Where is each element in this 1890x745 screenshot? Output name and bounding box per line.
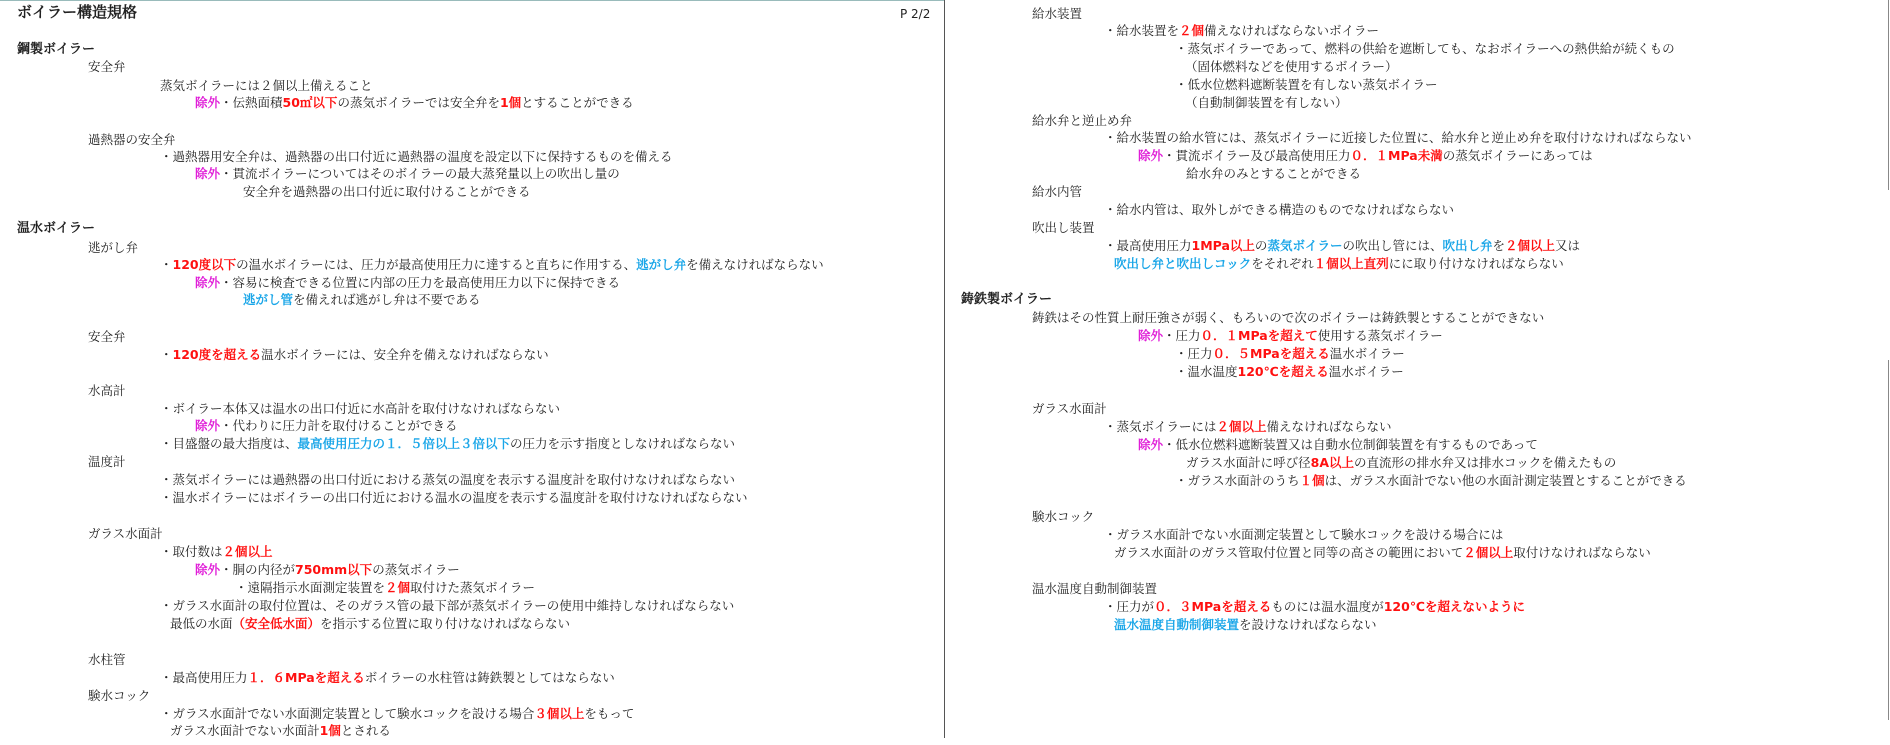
- text-line: [1104, 419, 1392, 435]
- subhead-safety-valve: 安全弁: [88, 59, 126, 74]
- highlight-red: ２個以上: [222, 544, 273, 559]
- text-line: [1114, 256, 1564, 272]
- text-span: ・貫流ボイラー及び最高使用圧力: [1163, 148, 1351, 163]
- text-span: とすることができる: [521, 95, 634, 110]
- text-line: ・蒸気ボイラーであって、燃料の供給を遮断しても、なおボイラーへの熱供給が続くもの: [1175, 41, 1675, 56]
- text-line: 鋳鉄はその性質上耐圧強さが弱く、もろいので次のボイラーは鋳鉄製とすることができない: [1032, 310, 1545, 325]
- text-span: の蒸気ボイラーにあっては: [1442, 148, 1593, 163]
- subhead-gauge-glass: ガラス水面計: [88, 526, 163, 541]
- text-span: ・取付数は: [160, 544, 223, 559]
- exception-label: 除外: [195, 95, 221, 110]
- exception-line: [195, 418, 458, 434]
- exception-line: [195, 95, 634, 111]
- highlight-red: ２個: [1179, 23, 1205, 38]
- text-span: ・遠隔指示水面測定装置を: [235, 580, 386, 595]
- highlight-red: ２個以上: [1463, 545, 1514, 560]
- text-span: ・貫流ボイラーについてはそのボイラーの最大蒸発量以上の吹出し量の: [220, 166, 620, 181]
- text-span: ・: [160, 347, 173, 362]
- text-line: [160, 544, 273, 560]
- text-span: 温水ボイラー: [1328, 364, 1404, 379]
- text-span: ガラス水面計に呼び径: [1186, 455, 1311, 470]
- text-line: [1104, 238, 1580, 254]
- text-span: ガラス水面計のガラス管取付位置と同等の高さの範囲において: [1114, 545, 1464, 560]
- subhead-gauge-glass: ガラス水面計: [1032, 401, 1107, 416]
- exception-line: [1138, 437, 1538, 453]
- exception-line: [1138, 148, 1593, 164]
- text-line: ・低水位燃料遮断装置を有しない蒸気ボイラー: [1175, 77, 1438, 92]
- text-line: [160, 347, 549, 363]
- highlight-red: 120度以下: [172, 257, 237, 272]
- highlight-red: 1個: [319, 723, 341, 738]
- subhead-safety-valve: 安全弁: [88, 329, 126, 344]
- highlight-red: ２個以上: [1505, 238, 1556, 253]
- text-span: の温水ボイラーには、圧力が最高使用圧力に達すると直ちに作用する、: [236, 257, 637, 272]
- text-span: ・ガラス水面計のうち: [1175, 473, 1300, 488]
- highlight-blue: 逃がし管: [243, 292, 294, 307]
- text-span: 取付けた蒸気ボイラー: [410, 580, 536, 595]
- highlight-red: 120℃を超えないように: [1383, 599, 1525, 614]
- text-span: の圧力を示す指度としなければならない: [510, 436, 736, 451]
- text-span: ・低水位燃料遮断装置又は自動水位制御装置を有するものであって: [1163, 437, 1538, 452]
- text-span: の吹出し管には、: [1342, 238, 1443, 253]
- text-span: ボイラーの水柱管は鋳鉄製としてはならない: [364, 670, 615, 685]
- text-span: 温水ボイラー: [1329, 346, 1405, 361]
- text-span: を: [1492, 238, 1505, 253]
- right-edge-line-lower: [1888, 360, 1889, 720]
- text-span: 備えなければならないボイラー: [1204, 23, 1380, 38]
- text-span: とされる: [340, 723, 391, 738]
- exception-line: [1138, 328, 1443, 344]
- text-line: ・ボイラー本体又は温水の出口付近に水高計を取付けなければならない: [160, 401, 561, 416]
- header-rule: [0, 0, 944, 1]
- highlight-blue: 蒸気ボイラー: [1267, 238, 1343, 253]
- text-span: をもって: [584, 706, 635, 721]
- text-line: （固体燃料などを使用するボイラー）: [1185, 59, 1398, 74]
- exception-line: [195, 275, 620, 291]
- text-span: を備えれば逃がし弁は不要である: [293, 292, 481, 307]
- text-line: ・過熱器用安全弁は、過熱器の出口付近に過熱器の温度を設定以下に保持するものを備える: [160, 149, 673, 164]
- text-line: ・ガラス水面計でない水面測定装置として験水コックを設ける場合には: [1104, 527, 1504, 542]
- highlight-blue: 吹出し弁: [1442, 238, 1493, 253]
- highlight-blue: 吹出し弁と吹出しコック: [1114, 256, 1252, 271]
- text-line: ・給水装置の給水管には、蒸気ボイラーに近接した位置に、給水弁と逆止め弁を取付けなければならない: [1104, 130, 1692, 145]
- text-line: [243, 292, 481, 308]
- exception-label: 除外: [1138, 437, 1164, 452]
- highlight-red: 120度を超える: [172, 347, 262, 362]
- text-span: 又は: [1555, 238, 1581, 253]
- text-line: [1114, 617, 1377, 633]
- text-span: 取付けなければならない: [1513, 545, 1651, 560]
- text-span: ・ガラス水面計でない水面測定装置として験水コックを設ける場合: [160, 706, 535, 721]
- highlight-red: 50㎡以下: [282, 95, 338, 110]
- subhead-test-cock: 験水コック: [88, 688, 151, 703]
- subhead-feed-valve: 給水弁と逆止め弁: [1032, 113, 1133, 128]
- highlight-red: ２個: [385, 580, 411, 595]
- text-span: 使用する蒸気ボイラー: [1317, 328, 1443, 343]
- subhead-thermometer: 温度計: [88, 454, 126, 469]
- section-steel-boiler: 鋼製ボイラー: [17, 42, 96, 57]
- exception-label: 除外: [195, 275, 221, 290]
- highlight-blue: 最高使用圧力の１．５倍以上３倍以下: [297, 436, 511, 451]
- subhead-superheater-safety-valve: 過熱器の安全弁: [88, 132, 176, 147]
- highlight-blue: 温水温度自動制御装置: [1114, 617, 1240, 632]
- text-span: ・蒸気ボイラーには: [1104, 419, 1217, 434]
- subhead-test-cock: 験水コック: [1032, 509, 1095, 524]
- page-title: ボイラー構造規格: [17, 3, 138, 21]
- text-span: ・目盛盤の最大指度は、: [160, 436, 298, 451]
- text-span: にに取り付けなければならない: [1388, 256, 1564, 271]
- highlight-red: 750mm以下: [295, 562, 373, 577]
- subhead-water-height-gauge: 水高計: [88, 383, 126, 398]
- subhead-inner-feed-pipe: 給水内管: [1032, 184, 1083, 199]
- text-line: [1104, 599, 1525, 615]
- text-line: ・温水ボイラーにはボイラーの出口付近における温水の温度を表示する温度計を取付けなければならない: [160, 490, 748, 505]
- text-span: をそれぞれ: [1251, 256, 1314, 271]
- text-span: 最低の水面: [170, 616, 233, 631]
- text-span: ・最高使用圧力: [160, 670, 248, 685]
- highlight-red: ０．３MPaを超える: [1154, 599, 1272, 614]
- text-line: 給水弁のみとすることができる: [1186, 166, 1362, 181]
- subhead-blowoff: 吹出し装置: [1032, 220, 1095, 235]
- highlight-red: １個: [1299, 473, 1325, 488]
- text-span: を指示する位置に取り付けなければならない: [320, 616, 571, 631]
- text-line: [170, 723, 391, 739]
- section-cast-iron-boiler: 鋳鉄製ボイラー: [961, 292, 1053, 307]
- highlight-blue: 逃がし弁: [636, 257, 687, 272]
- highlight-red: １．６MPaを超える: [247, 670, 365, 685]
- text-span: 温水ボイラーには、安全弁を備えなければならない: [261, 347, 549, 362]
- text-span: 備えなければならない: [1266, 419, 1392, 434]
- text-span: ガラス水面計でない水面計: [170, 723, 320, 738]
- text-line: （自動制御装置を有しない）: [1185, 95, 1348, 110]
- text-line: [1104, 23, 1379, 39]
- text-span: ・圧力: [1163, 328, 1201, 343]
- text-span: の: [1254, 238, 1268, 253]
- text-line: [1175, 346, 1405, 362]
- subhead-relief-valve: 逃がし弁: [88, 240, 139, 255]
- text-line: ・蒸気ボイラーには過熱器の出口付近における蒸気の温度を表示する温度計を取付けなければならない: [160, 472, 736, 487]
- highlight-red: （安全低水面）: [232, 616, 321, 631]
- highlight-red: ０．５MPaを超える: [1212, 346, 1330, 361]
- exception-label: 除外: [1138, 148, 1164, 163]
- exception-label: 除外: [195, 166, 221, 181]
- text-span: の蒸気ボイラーでは安全弁を: [337, 95, 500, 110]
- text-line: [235, 580, 535, 596]
- subhead-water-column: 水柱管: [88, 652, 126, 667]
- section-hot-water-boiler: 温水ボイラー: [17, 221, 96, 236]
- text-span: ・代わりに圧力計を取付けることができる: [220, 418, 458, 433]
- highlight-red: ３個以上: [534, 706, 585, 721]
- page-number: P 2/2: [900, 7, 931, 21]
- exception-line: [195, 562, 460, 578]
- text-line: 蒸気ボイラーには２個以上備えること: [160, 78, 373, 93]
- subhead-feed-device: 給水装置: [1032, 6, 1083, 21]
- text-line: [160, 706, 634, 722]
- text-line: [160, 670, 615, 686]
- text-span: ・温水温度: [1175, 364, 1238, 379]
- text-span: の直流形の排水弁又は排水コックを備えたもの: [1354, 455, 1617, 470]
- text-span: ・最高使用圧力: [1104, 238, 1192, 253]
- text-span: ・容易に検査できる位置に内部の圧力を最高使用圧力以下に保持できる: [220, 275, 621, 290]
- highlight-red: 120℃を超える: [1237, 364, 1329, 379]
- column-divider: [944, 0, 945, 738]
- text-line: [1175, 473, 1687, 489]
- text-span: ・伝熱面積: [220, 95, 283, 110]
- text-line: [1186, 455, 1616, 471]
- text-span: ・胴の内径が: [220, 562, 296, 577]
- highlight-red: 1個: [499, 95, 522, 110]
- highlight-red: １個以上直列: [1313, 256, 1389, 271]
- text-span: ・給水装置を: [1104, 23, 1180, 38]
- text-span: ・圧力: [1175, 346, 1213, 361]
- text-line: [160, 257, 824, 273]
- text-line: ・ガラス水面計の取付位置は、そのガラス管の最下部が蒸気ボイラーの使用中維持しなければならない: [160, 598, 735, 613]
- text-span: は、ガラス水面計でない他の水面計測定装置とすることができる: [1324, 473, 1687, 488]
- text-span: を備えなければならない: [686, 257, 824, 272]
- text-span: ・圧力が: [1104, 599, 1155, 614]
- text-line: [1114, 545, 1651, 561]
- text-line: ・給水内管は、取外しができる構造のものでなければならない: [1104, 202, 1455, 217]
- subhead-auto-temp-control: 温水温度自動制御装置: [1032, 581, 1158, 596]
- text-span: ・: [160, 257, 173, 272]
- exception-label: 除外: [1138, 328, 1164, 343]
- text-line: [160, 436, 735, 452]
- right-edge-line: [1888, 0, 1889, 190]
- exception-label: 除外: [195, 418, 221, 433]
- text-span: の蒸気ボイラー: [372, 562, 460, 577]
- text-line: [1175, 364, 1404, 380]
- text-line: 安全弁を過熱器の出口付近に取付けることができる: [243, 184, 531, 199]
- text-span: を設けなければならない: [1239, 617, 1377, 632]
- highlight-red: 8A以上: [1310, 455, 1355, 470]
- highlight-red: ０．１MPaを超えて: [1200, 328, 1318, 343]
- text-line: [170, 616, 570, 632]
- highlight-red: ２個以上: [1216, 419, 1267, 434]
- highlight-red: ０．１MPa未満: [1350, 148, 1443, 163]
- exception-label: 除外: [195, 562, 221, 577]
- exception-line: [195, 166, 620, 182]
- highlight-red: 1MPa以上: [1191, 238, 1255, 253]
- text-span: ものには温水温度が: [1271, 599, 1384, 614]
